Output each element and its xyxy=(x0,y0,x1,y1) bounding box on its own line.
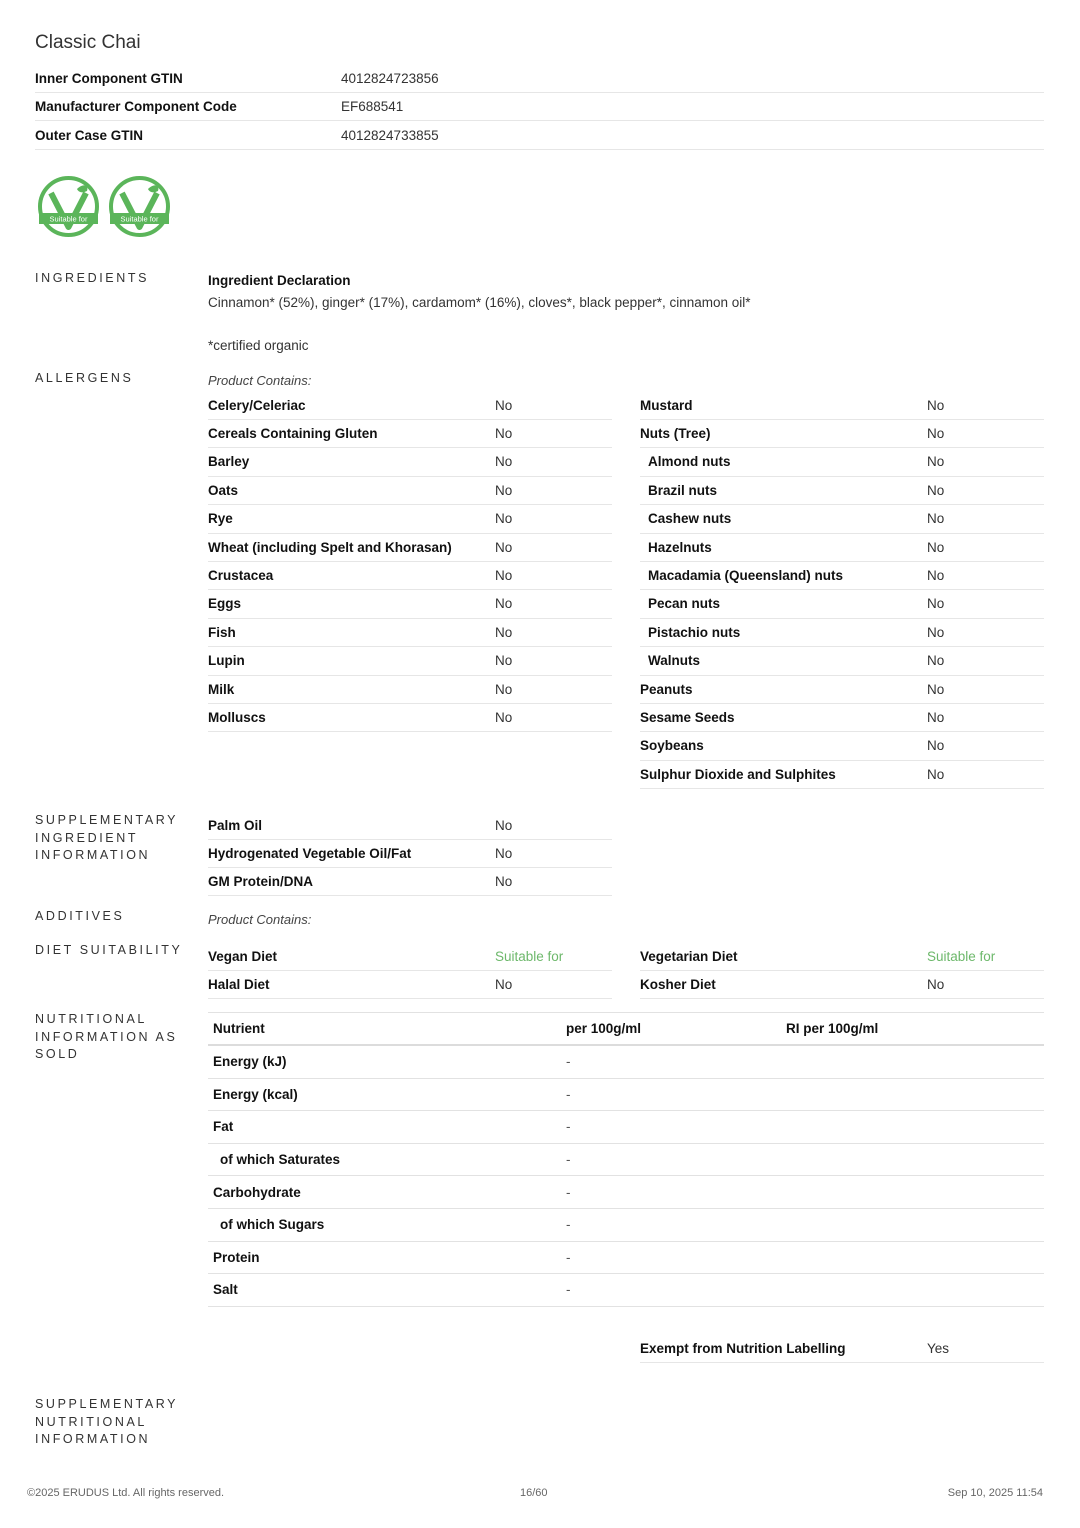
diet-name: Kosher Diet xyxy=(640,976,716,992)
allergen-value: No xyxy=(927,482,945,498)
diet-row xyxy=(640,942,1044,971)
allergen-name: Barley xyxy=(208,454,250,470)
nutrition-row xyxy=(208,1079,1044,1112)
nutrient-per-100g: - xyxy=(566,1249,571,1265)
header-per-100g: per 100g/ml xyxy=(566,1021,642,1036)
supplementary-ingredient-row xyxy=(208,867,612,896)
badge-text: Suitable for xyxy=(120,214,159,224)
nutrient-name: Energy (kcal) xyxy=(213,1086,298,1102)
allergen-row xyxy=(640,448,1044,477)
allergen-value: No xyxy=(927,511,945,527)
allergen-row xyxy=(640,561,1044,590)
allergen-name: Nuts (Tree) xyxy=(640,425,711,441)
nutrient-per-100g: - xyxy=(566,1217,571,1233)
allergen-name: Sulphur Dioxide and Sulphites xyxy=(640,766,836,782)
allergen-row xyxy=(208,647,612,676)
allergen-value: No xyxy=(927,397,945,413)
supplementary-ingredient-value: No xyxy=(495,845,513,861)
allergen-value: No xyxy=(927,425,945,441)
allergen-value: No xyxy=(495,397,513,413)
nutrition-row xyxy=(208,1144,1044,1177)
diet-row xyxy=(208,970,612,999)
section-label-supplementary-ingredient: SUPPLEMENTARY INGREDIENT INFORMATION xyxy=(35,813,178,862)
allergen-value: No xyxy=(927,454,945,470)
diet-name: Vegan Diet xyxy=(208,948,278,964)
supplementary-ingredient-row xyxy=(208,811,612,840)
exempt-label: Exempt from Nutrition Labelling xyxy=(640,1340,846,1356)
allergen-value: No xyxy=(495,425,513,441)
supplementary-ingredient-value: No xyxy=(495,817,513,833)
section-label-diet: DIET SUITABILITY xyxy=(35,943,183,957)
section-label-nutrition: NUTRITIONAL INFORMATION AS SOLD xyxy=(35,1012,178,1061)
allergen-row xyxy=(208,675,612,704)
allergen-value: No xyxy=(927,709,945,725)
nutrition-row xyxy=(208,1046,1044,1079)
allergen-row xyxy=(640,590,1044,619)
allergen-name: Peanuts xyxy=(640,681,693,697)
allergen-row xyxy=(640,675,1044,704)
nutrient-name: Salt xyxy=(213,1282,238,1298)
nutrition-row xyxy=(208,1209,1044,1242)
allergen-row xyxy=(640,732,1044,761)
nutrition-header-row xyxy=(208,1012,1044,1046)
allergen-value: No xyxy=(927,596,945,612)
nutrition-row xyxy=(208,1176,1044,1209)
allergen-row xyxy=(640,703,1044,732)
allergen-name: Almond nuts xyxy=(648,454,731,470)
allergen-value: No xyxy=(927,567,945,583)
nutrition-row xyxy=(208,1274,1044,1307)
diet-row xyxy=(640,970,1044,999)
allergen-name: Wheat (including Spelt and Khorasan) xyxy=(208,539,452,555)
allergen-value: No xyxy=(495,681,513,697)
allergen-value: No xyxy=(495,482,513,498)
allergen-row xyxy=(640,391,1044,420)
allergen-name: Fish xyxy=(208,624,236,640)
nutrient-name: Protein xyxy=(213,1249,260,1265)
allergen-value: No xyxy=(495,539,513,555)
allergens-contains-label: Product Contains: xyxy=(208,373,312,388)
diet-value: Suitable for xyxy=(927,948,996,964)
allergen-row xyxy=(640,533,1044,562)
allergen-value: No xyxy=(495,709,513,725)
allergen-row xyxy=(208,448,612,477)
product-title: Classic Chai xyxy=(35,32,141,53)
diet-name: Halal Diet xyxy=(208,976,270,992)
nutrient-name: Energy (kJ) xyxy=(213,1054,287,1070)
diet-badges xyxy=(37,175,171,238)
section-label-allergens: ALLERGENS xyxy=(35,371,134,385)
allergen-name: Eggs xyxy=(208,596,242,612)
product-code-value: EF688541 xyxy=(341,98,404,114)
allergen-name: Celery/Celeriac xyxy=(208,397,306,413)
nutrition-row xyxy=(208,1242,1044,1275)
allergen-value: No xyxy=(495,567,513,583)
footer-page-number: 16/60 xyxy=(520,1487,548,1499)
nutrient-per-100g: - xyxy=(566,1054,571,1070)
allergen-row xyxy=(208,703,612,732)
product-code-label: Manufacturer Component Code xyxy=(35,98,237,114)
allergen-row xyxy=(208,505,612,534)
product-code-value: 4012824733855 xyxy=(341,127,439,143)
allergen-row xyxy=(208,476,612,505)
header-ri-per-100g: RI per 100g/ml xyxy=(786,1021,879,1036)
diet-value: No xyxy=(927,976,945,992)
allergen-name: Soybeans xyxy=(640,738,704,754)
allergen-name: Crustacea xyxy=(208,567,274,583)
diet-value: Suitable for xyxy=(495,948,564,964)
exempt-value: Yes xyxy=(927,1340,950,1356)
nutrient-name: of which Saturates xyxy=(220,1152,341,1168)
allergen-value: No xyxy=(927,738,945,754)
allergen-name: Macadamia (Queensland) nuts xyxy=(648,567,844,583)
footer-copyright: ©2025 ERUDUS Ltd. All rights reserved. xyxy=(27,1487,225,1499)
allergen-name: Sesame Seeds xyxy=(640,709,735,725)
badge-text: Suitable for xyxy=(49,214,88,224)
allergen-name: Mustard xyxy=(640,397,693,413)
nutrient-name: of which Sugars xyxy=(220,1217,325,1233)
nutrient-per-100g: - xyxy=(566,1282,571,1298)
allergen-value: No xyxy=(495,653,513,669)
section-label-ingredients: INGREDIENTS xyxy=(35,271,150,285)
product-code-value: 4012824723856 xyxy=(341,70,439,86)
allergen-name: Pistachio nuts xyxy=(648,624,741,640)
nutrient-name: Fat xyxy=(213,1119,234,1135)
section-label-supplementary-nutrition: SUPPLEMENTARY NUTRITIONAL INFORMATION xyxy=(35,1397,178,1446)
additives-contains-label: Product Contains: xyxy=(208,912,312,927)
section-label-additives: ADDITIVES xyxy=(35,909,125,923)
allergen-value: No xyxy=(927,766,945,782)
vegan-v-logo-icon xyxy=(37,175,100,238)
nutrient-per-100g: - xyxy=(566,1119,571,1135)
allergen-name: Hazelnuts xyxy=(648,539,712,555)
allergen-name: Molluscs xyxy=(208,709,266,725)
product-code-row xyxy=(35,64,1044,93)
allergen-value: No xyxy=(927,681,945,697)
allergen-row xyxy=(208,561,612,590)
allergen-value: No xyxy=(495,454,513,470)
allergen-row xyxy=(640,647,1044,676)
allergen-row xyxy=(208,391,612,420)
allergen-name: Cashew nuts xyxy=(648,511,732,527)
product-code-row xyxy=(35,92,1044,121)
allergen-row xyxy=(208,590,612,619)
vegetarian-v-logo-icon xyxy=(108,175,171,238)
allergen-row xyxy=(640,476,1044,505)
product-code-row xyxy=(35,121,1044,150)
allergen-row xyxy=(640,419,1044,448)
ingredient-declaration-text: Cinnamon* (52%), ginger* (17%), cardamom* (16%), cloves*, black pepper*, cinnamon oil* xyxy=(208,295,751,310)
ingredient-note: *certified organic xyxy=(208,338,309,353)
nutrient-name: Carbohydrate xyxy=(213,1184,301,1200)
allergen-name: Walnuts xyxy=(648,653,700,669)
supplementary-ingredient-name: Palm Oil xyxy=(208,817,263,833)
allergen-name: Rye xyxy=(208,511,233,527)
supplementary-ingredient-value: No xyxy=(495,873,513,889)
header-nutrient: Nutrient xyxy=(213,1021,265,1036)
exempt-row xyxy=(640,1334,1044,1363)
allergen-row xyxy=(208,419,612,448)
allergen-value: No xyxy=(927,653,945,669)
allergen-name: Pecan nuts xyxy=(648,596,721,612)
diet-value: No xyxy=(495,976,513,992)
allergen-value: No xyxy=(495,624,513,640)
supplementary-ingredient-name: Hydrogenated Vegetable Oil/Fat xyxy=(208,845,412,861)
allergen-value: No xyxy=(495,596,513,612)
diet-row xyxy=(208,942,612,971)
nutrient-per-100g: - xyxy=(566,1152,571,1168)
allergen-name: Oats xyxy=(208,482,239,498)
allergen-value: No xyxy=(927,624,945,640)
supplementary-ingredient-row xyxy=(208,839,612,868)
allergen-name: Milk xyxy=(208,681,235,697)
allergen-row xyxy=(208,618,612,647)
nutrient-per-100g: - xyxy=(566,1184,571,1200)
allergen-row xyxy=(640,618,1044,647)
allergen-value: No xyxy=(495,511,513,527)
diet-name: Vegetarian Diet xyxy=(640,948,738,964)
product-code-label: Outer Case GTIN xyxy=(35,127,144,143)
nutrient-per-100g: - xyxy=(566,1086,571,1102)
allergen-row xyxy=(640,505,1044,534)
nutrition-row xyxy=(208,1111,1044,1144)
footer-timestamp: Sep 10, 2025 11:54 xyxy=(947,1487,1043,1499)
supplementary-ingredient-name: GM Protein/DNA xyxy=(208,873,314,889)
allergen-name: Brazil nuts xyxy=(648,482,718,498)
allergen-row xyxy=(640,760,1044,789)
allergen-row xyxy=(208,533,612,562)
product-code-label: Inner Component GTIN xyxy=(35,70,183,86)
allergen-value: No xyxy=(927,539,945,555)
nutrition-table xyxy=(208,1012,1044,1307)
allergen-name: Lupin xyxy=(208,653,245,669)
allergen-name: Cereals Containing Gluten xyxy=(208,425,378,441)
ingredient-declaration-heading: Ingredient Declaration xyxy=(208,273,351,288)
